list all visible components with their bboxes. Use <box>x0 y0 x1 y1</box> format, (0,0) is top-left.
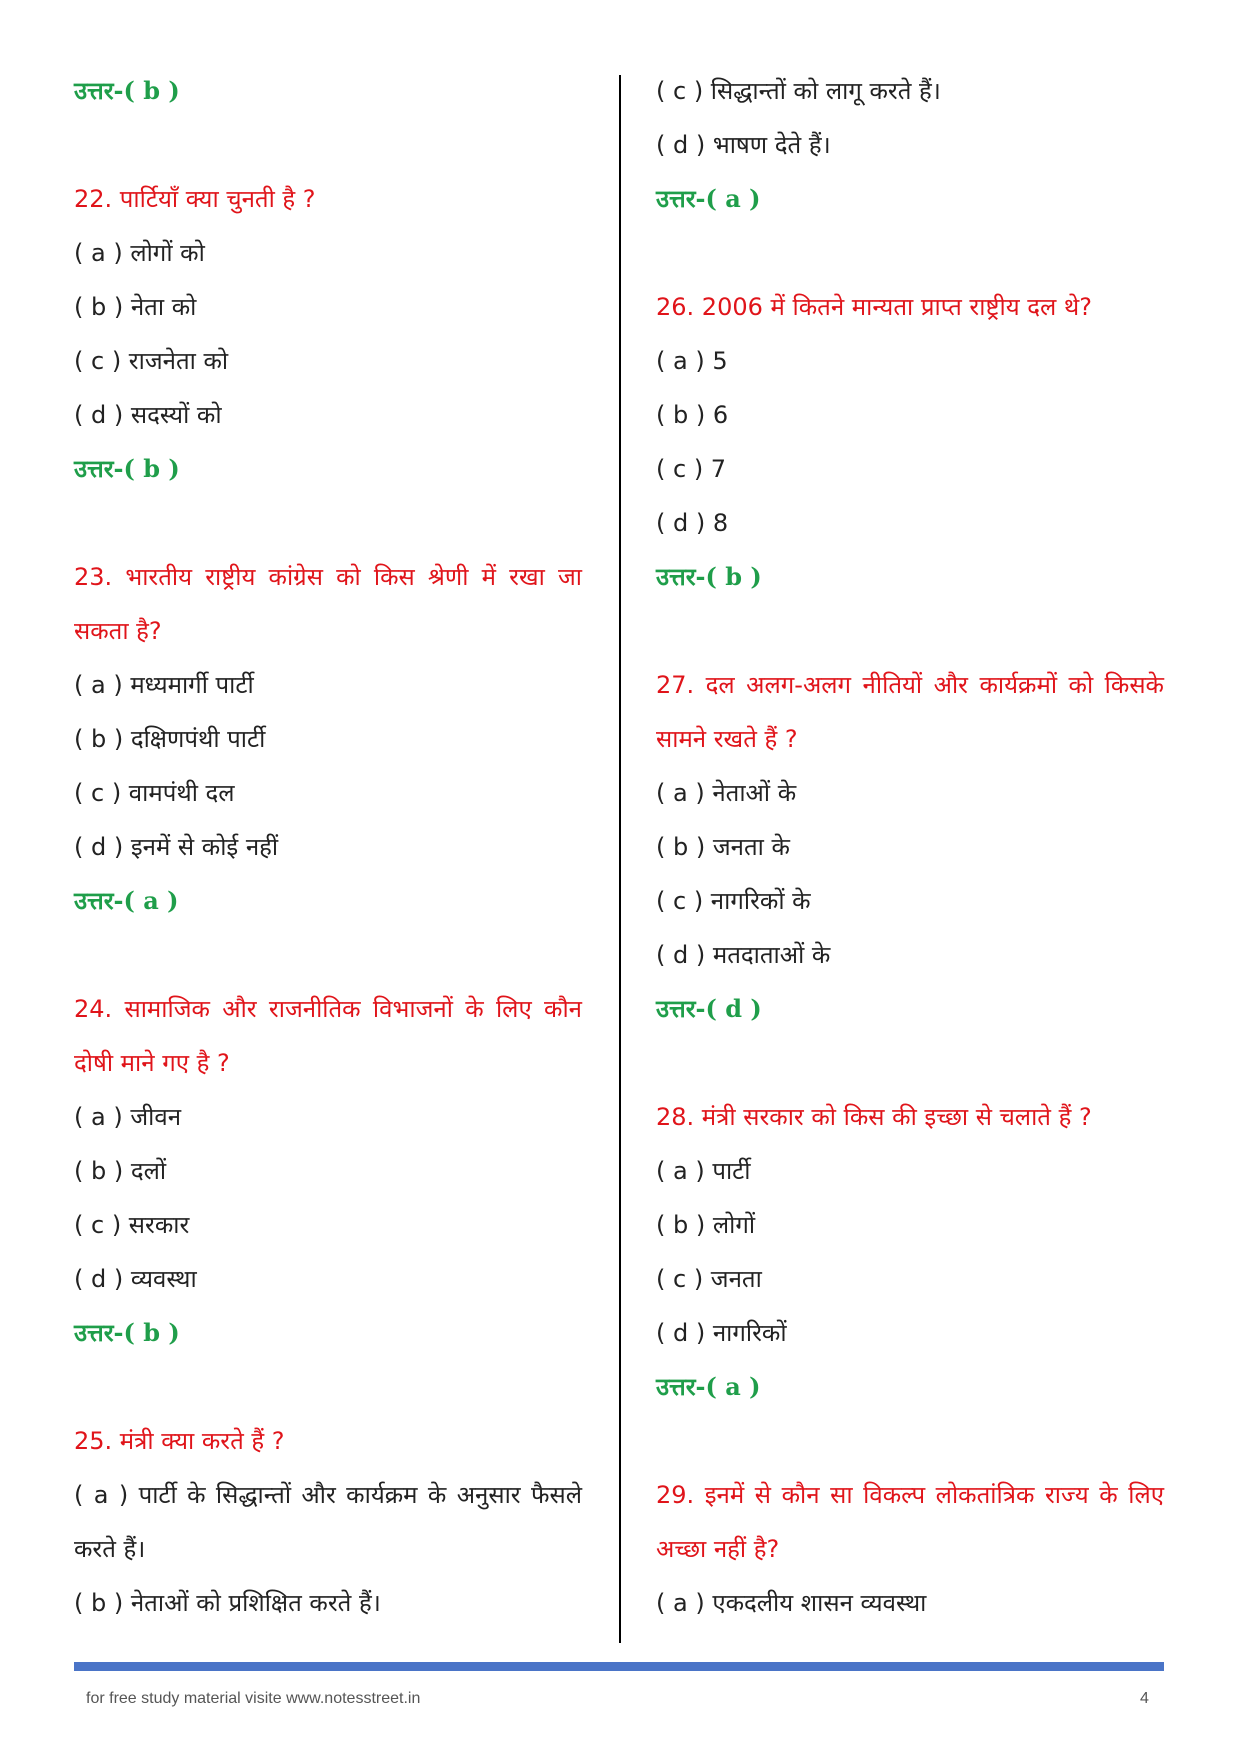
option-27-a: ( a ) नेताओं के <box>656 779 797 807</box>
question-23: 23. भारतीय राष्ट्रीय कांग्रेस को किस श्रेणी में रखा जा सकता है? <box>74 563 582 645</box>
answer-23: उत्तर-( a ) <box>74 886 179 915</box>
question-26: 26. 2006 में कितने मान्यता प्राप्त राष्ट्रीय दल थे? <box>656 293 1092 321</box>
option-28-c: ( c ) जनता <box>656 1265 762 1293</box>
option-24-b: ( b ) दलों <box>74 1157 167 1185</box>
answer-21: उत्तर-( b ) <box>74 76 180 105</box>
option-28-d: ( d ) नागरिकों <box>656 1319 787 1347</box>
question-29: 29. इनमें से कौन सा विकल्प लोकतांत्रिक राज्य के लिए अच्छा नहीं है? <box>656 1481 1164 1563</box>
option-29-a: ( a ) एकदलीय शासन व्यवस्था <box>656 1589 927 1617</box>
question-25: 25. मंत्री क्या करते हैं ? <box>74 1427 285 1455</box>
question-27: 27. दल अलग-अलग नीतियों और कार्यक्रमों को किसके सामने रखते हैं ? <box>656 671 1164 753</box>
option-25-b: ( b ) नेताओं को प्रशिक्षित करते हैं। <box>74 1589 381 1617</box>
option-26-d: ( d ) 8 <box>656 509 729 537</box>
option-25-a: ( a ) पार्टी के सिद्धान्तों और कार्यक्रम के अनुसार फैसले करते हैं। <box>74 1481 582 1563</box>
right-column <box>656 64 1164 1630</box>
question-28: 28. मंत्री सरकार को किस की इच्छा से चलाते हैं ? <box>656 1103 1092 1131</box>
question-24: 24. सामाजिक और राजनीतिक विभाजनों के लिए कौन दोषी माने गए है ? <box>74 995 582 1077</box>
answer-24: उत्तर-( b ) <box>74 1318 180 1347</box>
option-25-c: ( c ) सिद्धान्तों को लागू करते हैं। <box>656 77 941 105</box>
option-23-a: ( a ) मध्यमार्गी पार्टी <box>74 671 254 699</box>
answer-25: उत्तर-( a ) <box>656 184 761 213</box>
option-27-b: ( b ) जनता के <box>656 833 790 861</box>
option-27-d: ( d ) मतदाताओं के <box>656 941 831 969</box>
answer-28: उत्तर-( a ) <box>656 1372 761 1401</box>
column-divider <box>619 75 621 1643</box>
option-24-d: ( d ) व्यवस्था <box>74 1265 197 1293</box>
option-24-a: ( a ) जीवन <box>74 1103 182 1131</box>
question-22: 22. पार्टियाँ क्या चुनती है ? <box>74 185 316 213</box>
option-28-b: ( b ) लोगों <box>656 1211 756 1239</box>
footer-bar <box>74 1662 1164 1671</box>
option-22-a: ( a ) लोगों को <box>74 239 205 267</box>
option-26-b: ( b ) 6 <box>656 401 729 429</box>
option-25-d: ( d ) भाषण देते हैं। <box>656 131 831 159</box>
answer-27: उत्तर-( d ) <box>656 994 762 1023</box>
option-26-c: ( c ) 7 <box>656 455 727 483</box>
option-28-a: ( a ) पार्टी <box>656 1157 751 1185</box>
option-23-b: ( b ) दक्षिणपंथी पार्टी <box>74 725 266 753</box>
option-22-c: ( c ) राजनेता को <box>74 347 229 375</box>
option-26-a: ( a ) 5 <box>656 347 728 375</box>
left-column <box>74 64 582 1630</box>
answer-22: उत्तर-( b ) <box>74 454 180 483</box>
answer-26: उत्तर-( b ) <box>656 562 762 591</box>
option-23-c: ( c ) वामपंथी दल <box>74 779 235 807</box>
page-number: 4 <box>1140 1690 1149 1707</box>
option-24-c: ( c ) सरकार <box>74 1211 190 1239</box>
option-27-c: ( c ) नागरिकों के <box>656 887 811 915</box>
footer-text: for free study material visite www.notesstreet.in <box>86 1690 421 1707</box>
option-22-d: ( d ) सदस्यों को <box>74 401 222 429</box>
option-23-d: ( d ) इनमें से कोई नहीं <box>74 833 279 861</box>
option-22-b: ( b ) नेता को <box>74 293 197 321</box>
